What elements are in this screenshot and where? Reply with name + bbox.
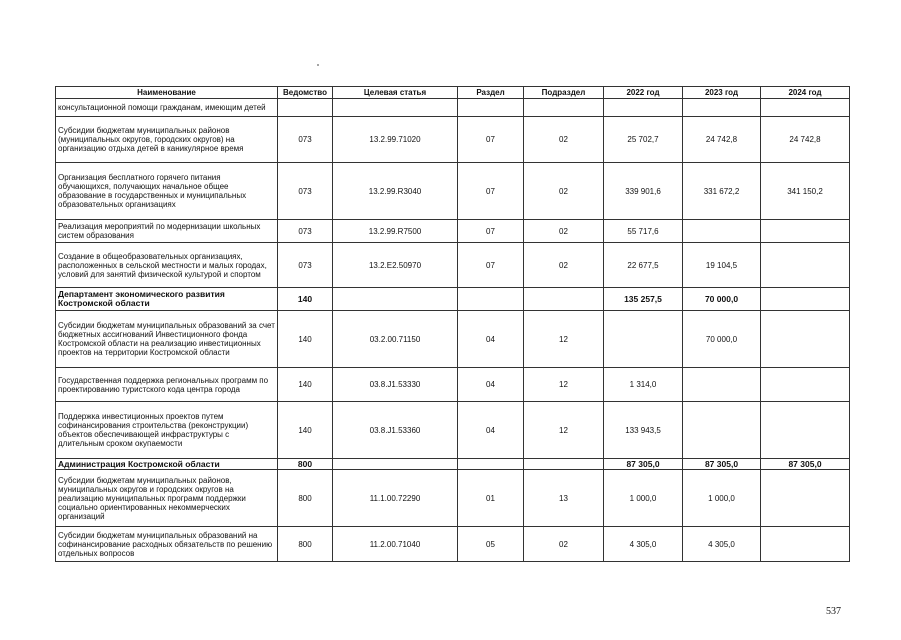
cell-department xyxy=(278,99,333,117)
cell-department: 140 xyxy=(278,288,333,311)
cell-subsection: 02 xyxy=(524,527,604,562)
cell-2024 xyxy=(761,470,850,527)
cell-section: 04 xyxy=(458,368,524,402)
cell-2023 xyxy=(683,402,761,459)
cell-section: 04 xyxy=(458,402,524,459)
cell-department: 073 xyxy=(278,117,333,163)
cell-department: 073 xyxy=(278,220,333,243)
cell-subsection xyxy=(524,459,604,470)
header-target-article: Целевая статья xyxy=(333,87,458,99)
cell-section: 07 xyxy=(458,117,524,163)
cell-name: Администрация Костромской области xyxy=(56,459,278,470)
cell-2024 xyxy=(761,288,850,311)
header-year-2024: 2024 год xyxy=(761,87,850,99)
cell-section: 01 xyxy=(458,470,524,527)
cell-section xyxy=(458,459,524,470)
cell-department: 073 xyxy=(278,163,333,220)
cell-subsection: 12 xyxy=(524,311,604,368)
header-year-2023: 2023 год xyxy=(683,87,761,99)
cell-name: Субсидии бюджетам муниципальных районов (муниципальных округов, городских округов) на организацию отдыха детей в каникулярное время xyxy=(56,117,278,163)
header-subsection: Подраздел xyxy=(524,87,604,99)
cell-subsection xyxy=(524,288,604,311)
cell-2024 xyxy=(761,220,850,243)
cell-name: Организация бесплатного горячего питания обучающихся, получающих начальное общее образование в государственных и муниципальных образовательных организациях xyxy=(56,163,278,220)
cell-subsection: 02 xyxy=(524,163,604,220)
cell-2022: 1 000,0 xyxy=(604,470,683,527)
cell-2022: 339 901,6 xyxy=(604,163,683,220)
cell-target-article: 11.1.00.72290 xyxy=(333,470,458,527)
cell-2022: 135 257,5 xyxy=(604,288,683,311)
cell-2024 xyxy=(761,527,850,562)
table-row xyxy=(56,163,850,220)
page-number: 537 xyxy=(826,606,841,617)
cell-target-article: 13.2.99.R7500 xyxy=(333,220,458,243)
cell-department: 140 xyxy=(278,311,333,368)
cell-2023: 1 000,0 xyxy=(683,470,761,527)
cell-2022: 55 717,6 xyxy=(604,220,683,243)
cell-name: Субсидии бюджетам муниципальных районов, муниципальных округов и городских округов на реализацию муниципальных программ поддержки социально ориентированных некоммерческих организаций xyxy=(56,470,278,527)
cell-subsection: 13 xyxy=(524,470,604,527)
cell-2023: 24 742,8 xyxy=(683,117,761,163)
cell-2023: 19 104,5 xyxy=(683,243,761,288)
table-row xyxy=(56,368,850,402)
cell-subsection: 02 xyxy=(524,117,604,163)
cell-2024 xyxy=(761,243,850,288)
table-group-row xyxy=(56,288,850,311)
cell-2024: 87 305,0 xyxy=(761,459,850,470)
cell-target-article: 03.8.J1.53360 xyxy=(333,402,458,459)
cell-name: Реализация мероприятий по модернизации школьных систем образования xyxy=(56,220,278,243)
cell-2022 xyxy=(604,311,683,368)
budget-table xyxy=(55,86,850,562)
table-row xyxy=(56,117,850,163)
header-section: Раздел xyxy=(458,87,524,99)
cell-subsection: 12 xyxy=(524,368,604,402)
cell-2022: 4 305,0 xyxy=(604,527,683,562)
cell-target-article: 03.2.00.71150 xyxy=(333,311,458,368)
cell-section: 05 xyxy=(458,527,524,562)
cell-section: 04 xyxy=(458,311,524,368)
cell-target-article: 11.2.00.71040 xyxy=(333,527,458,562)
cell-target-article: 03.8.J1.53330 xyxy=(333,368,458,402)
table-header-row xyxy=(56,87,850,99)
cell-subsection: 02 xyxy=(524,220,604,243)
table-row xyxy=(56,402,850,459)
cell-department: 800 xyxy=(278,527,333,562)
cell-2022: 22 677,5 xyxy=(604,243,683,288)
cell-department: 073 xyxy=(278,243,333,288)
cell-department: 800 xyxy=(278,470,333,527)
cell-subsection: 12 xyxy=(524,402,604,459)
cell-department: 140 xyxy=(278,368,333,402)
cell-2023: 70 000,0 xyxy=(683,311,761,368)
table-row xyxy=(56,220,850,243)
scan-speck xyxy=(317,64,319,66)
cell-name: Государственная поддержка региональных программ по проектированию туристского кода центра города xyxy=(56,368,278,402)
header-department: Ведомство xyxy=(278,87,333,99)
cell-2024 xyxy=(761,311,850,368)
cell-target-article xyxy=(333,288,458,311)
cell-2023: 4 305,0 xyxy=(683,527,761,562)
cell-2023 xyxy=(683,220,761,243)
cell-section xyxy=(458,99,524,117)
table-row xyxy=(56,470,850,527)
cell-name: Создание в общеобразовательных организациях, расположенных в сельской местности и малых городах, условий для занятий физической культурой и спортом xyxy=(56,243,278,288)
cell-2022: 1 314,0 xyxy=(604,368,683,402)
cell-2024 xyxy=(761,402,850,459)
cell-name: Субсидии бюджетам муниципальных образований за счет бюджетных ассигнований Инвестиционного фонда Костромской области на реализацию инвестиционных проектов на территории Костромской области xyxy=(56,311,278,368)
cell-section: 07 xyxy=(458,163,524,220)
cell-2024 xyxy=(761,368,850,402)
cell-section xyxy=(458,288,524,311)
table-row xyxy=(56,99,850,117)
cell-2023 xyxy=(683,368,761,402)
cell-2024: 24 742,8 xyxy=(761,117,850,163)
cell-2023: 87 305,0 xyxy=(683,459,761,470)
cell-2024 xyxy=(761,99,850,117)
cell-2023 xyxy=(683,99,761,117)
cell-target-article xyxy=(333,459,458,470)
cell-target-article: 13.2.99.R3040 xyxy=(333,163,458,220)
cell-target-article: 13.2.99.71020 xyxy=(333,117,458,163)
table-row xyxy=(56,311,850,368)
cell-2022: 87 305,0 xyxy=(604,459,683,470)
header-year-2022: 2022 год xyxy=(604,87,683,99)
cell-name: Департамент экономического развития Костромской области xyxy=(56,288,278,311)
header-name: Наименование xyxy=(56,87,278,99)
cell-section: 07 xyxy=(458,220,524,243)
cell-2023: 70 000,0 xyxy=(683,288,761,311)
cell-subsection: 02 xyxy=(524,243,604,288)
cell-target-article: 13.2.E2.50970 xyxy=(333,243,458,288)
cell-2023: 331 672,2 xyxy=(683,163,761,220)
cell-department: 140 xyxy=(278,402,333,459)
cell-section: 07 xyxy=(458,243,524,288)
cell-name: консультационной помощи гражданам, имеющим детей xyxy=(56,99,278,117)
cell-department: 800 xyxy=(278,459,333,470)
cell-2024: 341 150,2 xyxy=(761,163,850,220)
cell-name: Субсидии бюджетам муниципальных образований на софинансирование расходных обязательств по решению отдельных вопросов xyxy=(56,527,278,562)
table-group-row xyxy=(56,459,850,470)
cell-2022: 25 702,7 xyxy=(604,117,683,163)
table-row xyxy=(56,527,850,562)
table-row xyxy=(56,243,850,288)
cell-2022 xyxy=(604,99,683,117)
cell-target-article xyxy=(333,99,458,117)
cell-2022: 133 943,5 xyxy=(604,402,683,459)
cell-name: Поддержка инвестиционных проектов путем софинансирования строительства (реконструкции) объектов обеспечивающей инфраструктуры с длительным сроком окупаемости xyxy=(56,402,278,459)
cell-subsection xyxy=(524,99,604,117)
